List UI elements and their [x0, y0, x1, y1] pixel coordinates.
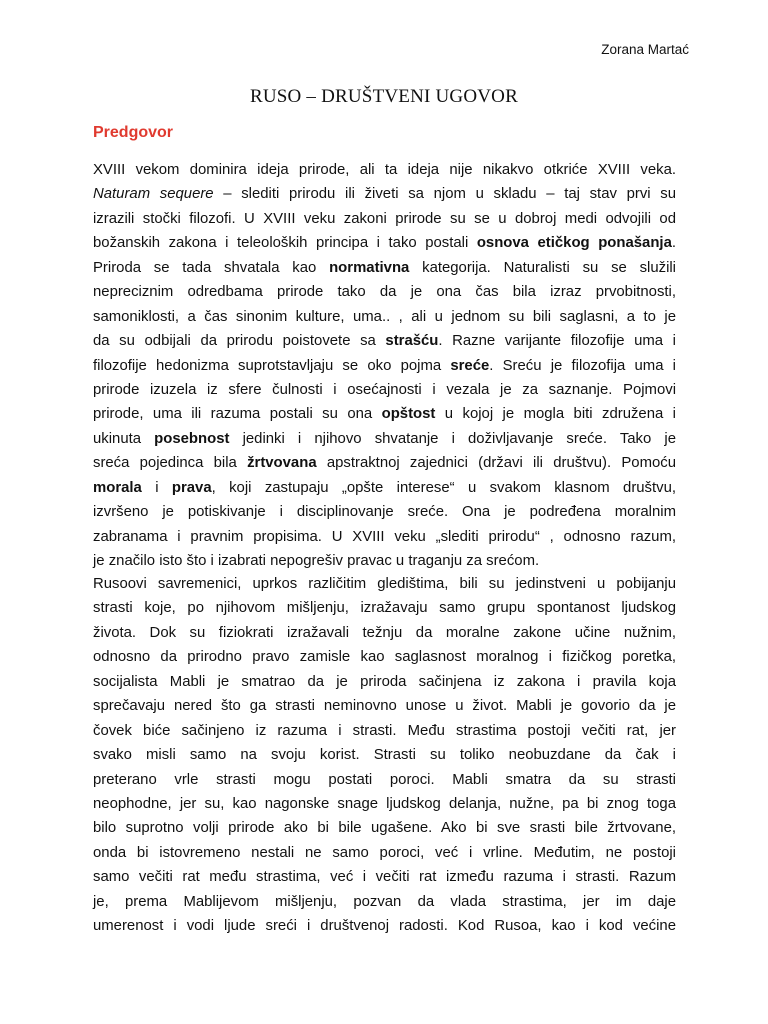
text-line: filozofije hedonizma suprotstavljaju se oko pojma sreće. Sreću je filozofija uma i	[93, 357, 676, 374]
paragraph-2	[93, 572, 676, 939]
text-line: čovek biće sačinjeno iz razuma i strasti. Među strastima postoji večiti rat, jer	[93, 722, 676, 739]
text-line: onda bi istovremeno nestali ne samo poroci, već i vrline. Međutim, ne postoji	[93, 844, 676, 861]
document-title: RUSO – DRUŠTVENI UGOVOR	[250, 86, 518, 107]
text-line: preterano vrle strasti mogu postati poroci. Mabli smatra da su strasti	[93, 771, 676, 788]
text-line: nepreciznim odredbama prirode tako da je ona čas bila izraz prvobitnosti,	[93, 284, 676, 301]
text-line: božanskih zakona i teleoloških principa i tako postali osnova etičkog ponašanja.	[93, 235, 676, 252]
text-line: Rusoovi savremenici, uprkos različitim gledištima, bili su jedinstveni u pobijanju	[93, 576, 676, 592]
text-line: sprečavaju nered što ga strasti neminovno unose u život. Mabli je govorio da je	[93, 698, 676, 715]
text-line: sreća pojedinca bila žrtvovana apstraktnoj zajednici (državi ili društvu). Pomoću	[93, 455, 676, 472]
text-line: da su odbijali da prirodu poistovete sa strašću. Razne varijante filozofije uma i	[93, 333, 676, 350]
text-line: samo večiti rat među strastima, već i večiti rat između razuma i strasti. Razum	[93, 869, 676, 886]
text-line: zabranama i pravnim propisima. U XVIII veku „slediti prirodu“ , odnosno razum,	[93, 528, 676, 545]
text-line: bilo suprotno volji prirode ako bi bile ugašene. Ako bi sve srasti bile žrtvovane,	[93, 820, 676, 837]
text-line: prirode, uma ili razuma postali su ona opštost u kojoj je mogla biti združena i	[93, 406, 676, 423]
paragraph-1	[93, 158, 676, 573]
text-line: života. Dok su fiziokrati izražavali težnju da moralne zakone učine nužnim,	[93, 624, 676, 641]
text-line: Naturam sequere – slediti prirodu ili živeti sa njom u skladu – taj stav prvi su	[93, 186, 676, 203]
text-line: neophodne, jer su, kao nagonske snage ljudskog delanja, nužne, pa bi znog toga	[93, 795, 676, 812]
text-line: odnosno da prirodno pravo zamisle kao saglasnost moralnog i fizičkog poretka,	[93, 649, 676, 666]
text-line: prirode izuzela iz sfere čulnosti i osećajnosti i vezala je za saznanje. Pojmovi	[93, 381, 676, 398]
text-line: samoniklosti, a čas sinonim kulture, uma.. , ali u jednom su bili saglasni, a to je	[93, 308, 676, 325]
section-heading: Predgovor	[93, 124, 174, 141]
text-line: izvršeno je potiskivanje i disciplinovanje sreće. Ona je podređena moralnim	[93, 504, 676, 521]
text-line: izrazili stočki filozofi. U XVIII veku zakoni prirode su se u dobroj medi odvojili od	[93, 210, 676, 227]
text-line: XVIII vekom dominira ideja prirode, ali ta ideja nije nikakvo otkriće XVIII veka.	[93, 162, 676, 178]
author-name: Zorana Martać	[601, 42, 689, 57]
text-line: strasti koje, po njihovom mišljenju, izražavaju samo grupu spontanost ljudskog	[93, 600, 676, 617]
text-line: morala i prava, koji zastupaju „opšte interese“ u svakom klasnom društvu,	[93, 479, 677, 496]
text-line: socijalista Mabli je smatrao da je priroda sačinjena iz zakona i pravila koja	[93, 673, 676, 690]
text-line: je, prema Mablijevom mišljenju, pozvan da vlada strastima, jer im daje	[93, 893, 676, 910]
text-line: svako misli samo na svoju korist. Strasti su toliko neobuzdane da čak i	[93, 747, 676, 764]
text-line: ukinuta posebnost jedinki i njihovo shvatanje i doživljavanje sreće. Tako je	[93, 430, 677, 447]
text-line: je značilo isto što i izabrati nepogrešiv pravac u traganju za srećom.	[93, 553, 540, 569]
text-line: umerenost i vodi ljude sreći i društvenoj radosti. Kod Rusoa, kao i kod većine	[93, 918, 676, 935]
text-line: Priroda se tada shvatala kao normativna kategorija. Naturalisti su se služili	[93, 259, 676, 276]
